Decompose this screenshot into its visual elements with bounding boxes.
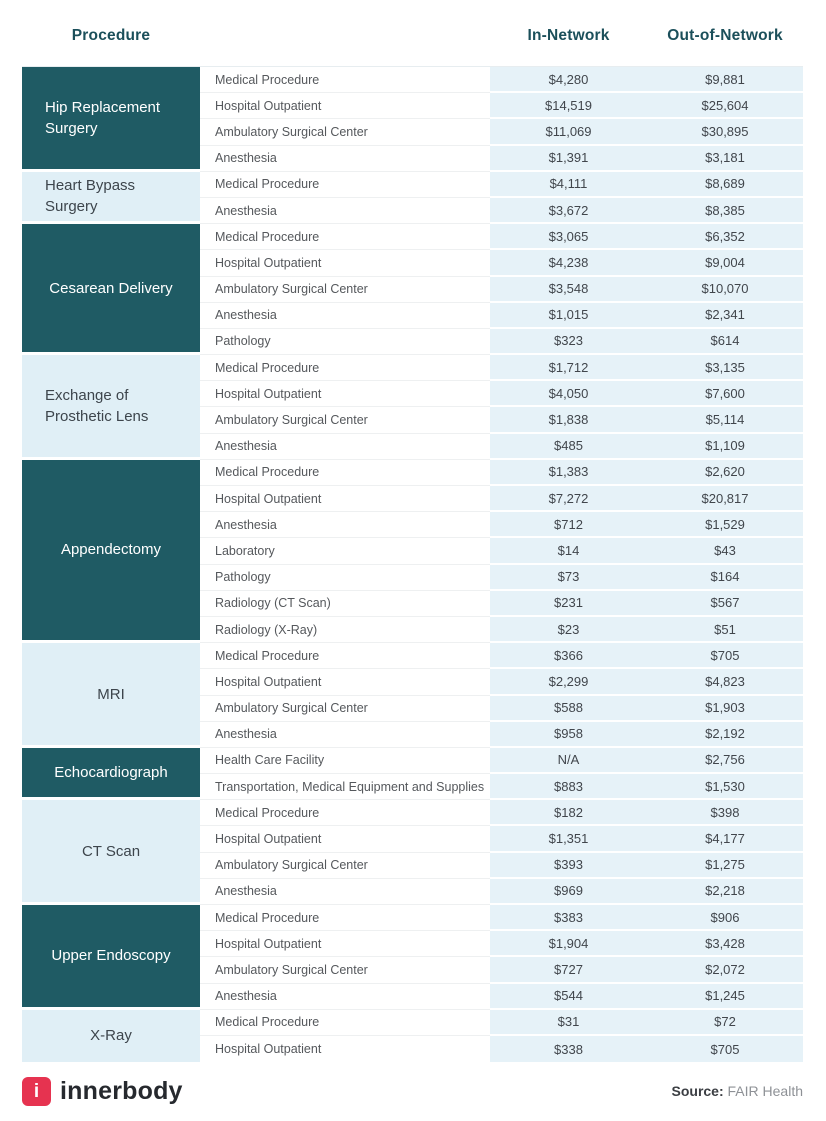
in-network-value-cell: $23 xyxy=(490,617,647,643)
group-label: Cesarean Delivery xyxy=(49,279,173,297)
brand xyxy=(22,1077,183,1106)
out-of-network-value-cell: $705 xyxy=(647,1036,803,1062)
in-network-value-cell: $588 xyxy=(490,696,647,722)
brand-name: innerbody xyxy=(60,1076,183,1105)
out-of-network-value-cell: $9,004 xyxy=(647,250,803,276)
group-label: X-Ray xyxy=(90,1027,132,1045)
in-network-value-cell: $11,069 xyxy=(490,119,647,145)
service-cell: Hospital Outpatient xyxy=(200,250,490,276)
service-cell: Medical Procedure xyxy=(200,172,490,198)
group-label-cell xyxy=(22,905,200,1010)
out-of-network-value-cell: $3,181 xyxy=(647,146,803,172)
service-cell: Anesthesia xyxy=(200,146,490,172)
in-network-value-cell: $4,238 xyxy=(490,250,647,276)
service-cell: Pathology xyxy=(200,329,490,355)
in-network-value-cell: $958 xyxy=(490,722,647,748)
service-cell: Medical Procedure xyxy=(200,643,490,669)
procedure-group xyxy=(22,643,803,748)
service-cell: Medical Procedure xyxy=(200,905,490,931)
service-cell: Ambulatory Surgical Center xyxy=(200,277,490,303)
procedure-group xyxy=(22,355,803,460)
out-of-network-value-cell: $4,177 xyxy=(647,826,803,852)
in-network-value-cell: N/A xyxy=(490,748,647,774)
service-cell: Hospital Outpatient xyxy=(200,931,490,957)
in-network-value-cell: $3,065 xyxy=(490,224,647,250)
out-of-network-value-cell: $9,881 xyxy=(647,67,803,93)
group-label-cell xyxy=(22,355,200,460)
out-of-network-value-cell: $3,428 xyxy=(647,931,803,957)
column-header-out-of-network: Out-of-Network xyxy=(667,27,783,44)
out-of-network-value-cell: $3,135 xyxy=(647,355,803,381)
out-of-network-value-cell: $20,817 xyxy=(647,486,803,512)
group-label: Exchange of Prosthetic Lens xyxy=(45,386,149,425)
out-of-network-value-cell: $2,072 xyxy=(647,957,803,983)
group-label: CT Scan xyxy=(81,842,141,860)
service-cell: Hospital Outpatient xyxy=(200,381,490,407)
out-of-network-value-cell: $10,070 xyxy=(647,277,803,303)
out-of-network-value-cell: $1,903 xyxy=(647,696,803,722)
table-header-row xyxy=(22,0,803,66)
service-cell: Ambulatory Surgical Center xyxy=(200,407,490,433)
service-cell: Anesthesia xyxy=(200,512,490,538)
group-label-cell xyxy=(22,643,200,748)
procedure-group xyxy=(22,800,803,905)
out-of-network-value-cell: $5,114 xyxy=(647,407,803,433)
out-of-network-value-cell: $614 xyxy=(647,329,803,355)
service-cell: Hospital Outpatient xyxy=(200,1036,490,1062)
out-of-network-value-cell: $1,530 xyxy=(647,774,803,800)
service-cell: Ambulatory Surgical Center xyxy=(200,853,490,879)
group-label: Upper Endoscopy xyxy=(51,947,171,965)
out-of-network-value-cell: $2,620 xyxy=(647,460,803,486)
procedure-group xyxy=(22,460,803,643)
innerbody-logo-icon: i xyxy=(22,1077,51,1106)
group-label-cell xyxy=(22,460,200,643)
footer xyxy=(22,1075,803,1107)
procedure-group xyxy=(22,905,803,1010)
service-cell: Medical Procedure xyxy=(200,460,490,486)
in-network-value-cell: $3,548 xyxy=(490,277,647,303)
in-network-value-cell: $485 xyxy=(490,434,647,460)
out-of-network-value-cell: $1,275 xyxy=(647,853,803,879)
group-label: MRI xyxy=(97,685,125,703)
out-of-network-value-cell: $6,352 xyxy=(647,224,803,250)
service-cell: Medical Procedure xyxy=(200,224,490,250)
in-network-value-cell: $1,015 xyxy=(490,303,647,329)
service-cell: Ambulatory Surgical Center xyxy=(200,957,490,983)
in-network-value-cell: $231 xyxy=(490,591,647,617)
group-label-cell xyxy=(22,748,200,800)
service-cell: Medical Procedure xyxy=(200,800,490,826)
out-of-network-value-cell: $8,385 xyxy=(647,198,803,224)
in-network-value-cell: $73 xyxy=(490,565,647,591)
in-network-value-cell: $366 xyxy=(490,643,647,669)
source-label: Source: xyxy=(671,1083,724,1100)
in-network-value-cell: $1,838 xyxy=(490,407,647,433)
in-network-value-cell: $14,519 xyxy=(490,93,647,119)
in-network-value-cell: $3,672 xyxy=(490,198,647,224)
service-cell: Hospital Outpatient xyxy=(200,669,490,695)
in-network-value-cell: $14 xyxy=(490,538,647,564)
out-of-network-value-cell: $4,823 xyxy=(647,669,803,695)
in-network-value-cell: $1,383 xyxy=(490,460,647,486)
in-network-value-cell: $712 xyxy=(490,512,647,538)
group-label-cell xyxy=(22,67,200,172)
in-network-value-cell: $1,712 xyxy=(490,355,647,381)
group-label: Appendectomy xyxy=(60,541,162,559)
service-cell: Anesthesia xyxy=(200,879,490,905)
service-cell: Health Care Facility xyxy=(200,748,490,774)
column-header-procedure: Procedure xyxy=(71,27,151,44)
procedure-group xyxy=(22,224,803,355)
out-of-network-value-cell: $906 xyxy=(647,905,803,931)
in-network-value-cell: $338 xyxy=(490,1036,647,1062)
service-cell: Anesthesia xyxy=(200,434,490,460)
service-cell: Medical Procedure xyxy=(200,1010,490,1036)
in-network-value-cell: $1,391 xyxy=(490,146,647,172)
out-of-network-value-cell: $398 xyxy=(647,800,803,826)
procedure-group xyxy=(22,67,803,172)
service-cell: Medical Procedure xyxy=(200,67,490,93)
out-of-network-value-cell: $25,604 xyxy=(647,93,803,119)
service-cell: Ambulatory Surgical Center xyxy=(200,696,490,722)
out-of-network-value-cell: $2,192 xyxy=(647,722,803,748)
out-of-network-value-cell: $1,529 xyxy=(647,512,803,538)
procedure-group xyxy=(22,172,803,224)
in-network-value-cell: $31 xyxy=(490,1010,647,1036)
service-cell: Pathology xyxy=(200,565,490,591)
out-of-network-value-cell: $1,245 xyxy=(647,984,803,1010)
service-cell: Hospital Outpatient xyxy=(200,93,490,119)
procedure-group xyxy=(22,748,803,800)
in-network-value-cell: $182 xyxy=(490,800,647,826)
in-network-value-cell: $2,299 xyxy=(490,669,647,695)
service-cell: Laboratory xyxy=(200,538,490,564)
in-network-value-cell: $393 xyxy=(490,853,647,879)
column-header-in-network: In-Network xyxy=(527,27,610,44)
source-attribution xyxy=(672,1083,804,1099)
out-of-network-value-cell: $1,109 xyxy=(647,434,803,460)
out-of-network-value-cell: $8,689 xyxy=(647,172,803,198)
group-label-cell xyxy=(22,224,200,355)
in-network-value-cell: $1,351 xyxy=(490,826,647,852)
service-cell: Anesthesia xyxy=(200,303,490,329)
service-cell: Anesthesia xyxy=(200,722,490,748)
service-cell: Anesthesia xyxy=(200,984,490,1010)
in-network-value-cell: $1,904 xyxy=(490,931,647,957)
in-network-value-cell: $544 xyxy=(490,984,647,1010)
in-network-value-cell: $4,111 xyxy=(490,172,647,198)
in-network-value-cell: $969 xyxy=(490,879,647,905)
service-cell: Transportation, Medical Equipment and Supplies xyxy=(200,774,490,800)
cost-comparison-table xyxy=(22,66,803,1062)
out-of-network-value-cell: $567 xyxy=(647,591,803,617)
service-cell: Ambulatory Surgical Center xyxy=(200,119,490,145)
group-label: Echocardiograph xyxy=(54,764,168,782)
in-network-value-cell: $323 xyxy=(490,329,647,355)
procedure-group xyxy=(22,1010,803,1062)
out-of-network-value-cell: $2,341 xyxy=(647,303,803,329)
group-label: Heart Bypass Surgery xyxy=(45,177,136,216)
out-of-network-value-cell: $30,895 xyxy=(647,119,803,145)
service-cell: Medical Procedure xyxy=(200,355,490,381)
group-label: Hip Replacement Surgery xyxy=(45,98,161,137)
out-of-network-value-cell: $51 xyxy=(647,617,803,643)
group-label-cell xyxy=(22,1010,200,1062)
in-network-value-cell: $4,280 xyxy=(490,67,647,93)
service-cell: Hospital Outpatient xyxy=(200,826,490,852)
in-network-value-cell: $383 xyxy=(490,905,647,931)
out-of-network-value-cell: $7,600 xyxy=(647,381,803,407)
out-of-network-value-cell: $705 xyxy=(647,643,803,669)
in-network-value-cell: $4,050 xyxy=(490,381,647,407)
service-cell: Anesthesia xyxy=(200,198,490,224)
service-cell: Radiology (X-Ray) xyxy=(200,617,490,643)
out-of-network-value-cell: $164 xyxy=(647,565,803,591)
in-network-value-cell: $7,272 xyxy=(490,486,647,512)
out-of-network-value-cell: $72 xyxy=(647,1010,803,1036)
in-network-value-cell: $727 xyxy=(490,957,647,983)
out-of-network-value-cell: $43 xyxy=(647,538,803,564)
source-value: FAIR Health xyxy=(727,1083,803,1100)
service-cell: Hospital Outpatient xyxy=(200,486,490,512)
out-of-network-value-cell: $2,218 xyxy=(647,879,803,905)
out-of-network-value-cell: $2,756 xyxy=(647,748,803,774)
in-network-value-cell: $883 xyxy=(490,774,647,800)
service-cell: Radiology (CT Scan) xyxy=(200,591,490,617)
group-label-cell xyxy=(22,800,200,905)
group-label-cell xyxy=(22,172,200,224)
